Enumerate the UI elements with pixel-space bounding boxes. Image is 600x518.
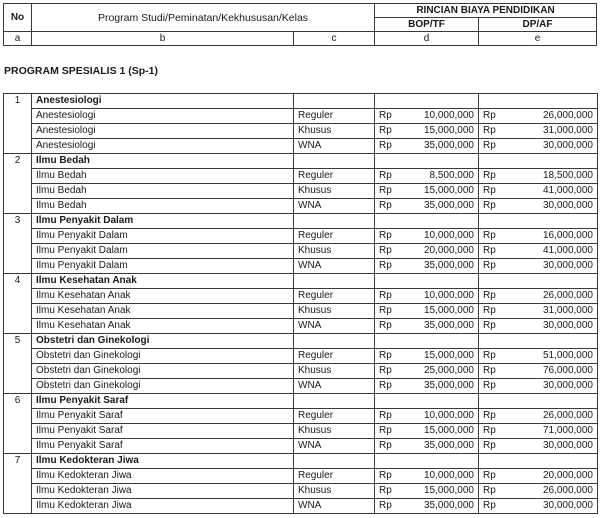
row-class: Reguler — [294, 349, 375, 364]
row-class: WNA — [294, 379, 375, 394]
empty-dp-cell — [479, 334, 598, 349]
dp-amount: 26,000,000 — [509, 289, 598, 304]
bop-currency: Rp — [375, 289, 405, 304]
bop-amount: 35,000,000 — [405, 199, 479, 214]
row-program-name: Ilmu Kesehatan Anak — [32, 319, 294, 334]
header-program: Program Studi/Peminatan/Kekhususan/Kelas — [32, 4, 375, 32]
row-class: Reguler — [294, 229, 375, 244]
dp-amount: 30,000,000 — [509, 259, 598, 274]
table-row — [4, 379, 598, 394]
row-class: Reguler — [294, 109, 375, 124]
program-name: Ilmu Bedah — [32, 154, 294, 169]
dp-currency: Rp — [479, 199, 509, 214]
dp-currency: Rp — [479, 139, 509, 154]
dp-amount: 26,000,000 — [509, 109, 598, 124]
row-class: Reguler — [294, 409, 375, 424]
dp-currency: Rp — [479, 304, 509, 319]
row-program-name: Ilmu Bedah — [32, 199, 294, 214]
table-row — [4, 259, 598, 274]
empty-class-cell — [294, 454, 375, 469]
header-col-c: c — [294, 32, 375, 46]
bop-amount: 10,000,000 — [405, 229, 479, 244]
row-program-name: Ilmu Kedokteran Jiwa — [32, 484, 294, 499]
header-col-d: d — [375, 32, 479, 46]
row-program-name: Ilmu Penyakit Saraf — [32, 439, 294, 454]
row-class: WNA — [294, 439, 375, 454]
empty-bop-cell — [375, 274, 479, 289]
empty-class-cell — [294, 274, 375, 289]
program-number: 7 — [4, 454, 32, 514]
row-program-name: Ilmu Penyakit Dalam — [32, 244, 294, 259]
dp-currency: Rp — [479, 469, 509, 484]
program-number: 6 — [4, 394, 32, 454]
header-no: No — [4, 4, 32, 32]
table-row — [4, 409, 598, 424]
empty-class-cell — [294, 394, 375, 409]
row-program-name: Ilmu Penyakit Saraf — [32, 409, 294, 424]
empty-dp-cell — [479, 94, 598, 109]
dp-currency: Rp — [479, 424, 509, 439]
bop-currency: Rp — [375, 484, 405, 499]
dp-amount: 41,000,000 — [509, 244, 598, 259]
bop-amount: 8,500,000 — [405, 169, 479, 184]
bop-currency: Rp — [375, 424, 405, 439]
bop-currency: Rp — [375, 349, 405, 364]
bop-amount: 35,000,000 — [405, 379, 479, 394]
bop-currency: Rp — [375, 139, 405, 154]
fee-table — [3, 93, 598, 514]
row-class: WNA — [294, 319, 375, 334]
row-program-name: Anestesiologi — [32, 124, 294, 139]
table-row — [4, 199, 598, 214]
dp-currency: Rp — [479, 259, 509, 274]
bop-currency: Rp — [375, 229, 405, 244]
row-class: Khusus — [294, 484, 375, 499]
bop-amount: 20,000,000 — [405, 244, 479, 259]
dp-amount: 71,000,000 — [509, 424, 598, 439]
dp-amount: 30,000,000 — [509, 199, 598, 214]
table-row — [4, 109, 598, 124]
header-rincian: RINCIAN BIAYA PENDIDIKAN — [375, 4, 597, 18]
empty-dp-cell — [479, 154, 598, 169]
dp-amount: 30,000,000 — [509, 139, 598, 154]
dp-amount: 30,000,000 — [509, 439, 598, 454]
program-group-row — [4, 214, 598, 229]
bop-currency: Rp — [375, 244, 405, 259]
row-class: WNA — [294, 139, 375, 154]
table-row — [4, 244, 598, 259]
bop-currency: Rp — [375, 319, 405, 334]
bop-currency: Rp — [375, 184, 405, 199]
program-group-row — [4, 454, 598, 469]
bop-amount: 15,000,000 — [405, 124, 479, 139]
dp-currency: Rp — [479, 319, 509, 334]
row-class: Reguler — [294, 289, 375, 304]
dp-amount: 20,000,000 — [509, 469, 598, 484]
program-name: Obstetri dan Ginekologi — [32, 334, 294, 349]
bop-amount: 35,000,000 — [405, 499, 479, 514]
bop-currency: Rp — [375, 304, 405, 319]
table-row — [4, 304, 598, 319]
bop-amount: 10,000,000 — [405, 469, 479, 484]
row-class: Reguler — [294, 469, 375, 484]
row-program-name: Obstetri dan Ginekologi — [32, 349, 294, 364]
dp-amount: 30,000,000 — [509, 499, 598, 514]
row-class: WNA — [294, 199, 375, 214]
dp-amount: 30,000,000 — [509, 379, 598, 394]
dp-amount: 41,000,000 — [509, 184, 598, 199]
row-program-name: Ilmu Kesehatan Anak — [32, 304, 294, 319]
dp-currency: Rp — [479, 349, 509, 364]
empty-bop-cell — [375, 454, 479, 469]
program-number: 3 — [4, 214, 32, 274]
bop-amount: 10,000,000 — [405, 409, 479, 424]
empty-class-cell — [294, 94, 375, 109]
bop-currency: Rp — [375, 259, 405, 274]
empty-bop-cell — [375, 334, 479, 349]
table-row — [4, 124, 598, 139]
empty-class-cell — [294, 214, 375, 229]
row-program-name: Ilmu Penyakit Dalam — [32, 259, 294, 274]
table-row — [4, 319, 598, 334]
table-row — [4, 289, 598, 304]
dp-amount: 31,000,000 — [509, 304, 598, 319]
row-class: Khusus — [294, 244, 375, 259]
row-class: Khusus — [294, 424, 375, 439]
empty-class-cell — [294, 334, 375, 349]
bop-currency: Rp — [375, 199, 405, 214]
bop-currency: Rp — [375, 469, 405, 484]
dp-currency: Rp — [479, 289, 509, 304]
empty-bop-cell — [375, 394, 479, 409]
empty-bop-cell — [375, 94, 479, 109]
bop-amount: 15,000,000 — [405, 184, 479, 199]
dp-currency: Rp — [479, 109, 509, 124]
table-row — [4, 184, 598, 199]
row-program-name: Obstetri dan Ginekologi — [32, 379, 294, 394]
program-number: 1 — [4, 94, 32, 154]
dp-currency: Rp — [479, 244, 509, 259]
program-group-row — [4, 154, 598, 169]
row-program-name: Obstetri dan Ginekologi — [32, 364, 294, 379]
bop-currency: Rp — [375, 169, 405, 184]
table-row — [4, 349, 598, 364]
program-group-row — [4, 94, 598, 109]
bop-amount: 15,000,000 — [405, 304, 479, 319]
dp-currency: Rp — [479, 379, 509, 394]
bop-amount: 15,000,000 — [405, 424, 479, 439]
empty-bop-cell — [375, 214, 479, 229]
header-col-a: a — [4, 32, 32, 46]
empty-dp-cell — [479, 454, 598, 469]
table-row — [4, 484, 598, 499]
row-program-name: Ilmu Penyakit Saraf — [32, 424, 294, 439]
program-number: 5 — [4, 334, 32, 394]
program-group-row — [4, 334, 598, 349]
row-class: Reguler — [294, 169, 375, 184]
table-row — [4, 364, 598, 379]
program-name: Anestesiologi — [32, 94, 294, 109]
row-program-name: Ilmu Kesehatan Anak — [32, 289, 294, 304]
header-col-e: e — [479, 32, 597, 46]
row-program-name: Ilmu Kedokteran Jiwa — [32, 499, 294, 514]
header-table — [3, 3, 597, 46]
dp-currency: Rp — [479, 124, 509, 139]
program-group-row — [4, 274, 598, 289]
row-program-name: Ilmu Bedah — [32, 169, 294, 184]
program-name: Ilmu Kesehatan Anak — [32, 274, 294, 289]
program-name: Ilmu Penyakit Dalam — [32, 214, 294, 229]
table-row — [4, 139, 598, 154]
row-class: WNA — [294, 259, 375, 274]
header-dp: DP/AF — [479, 18, 597, 32]
dp-currency: Rp — [479, 409, 509, 424]
row-class: Khusus — [294, 184, 375, 199]
row-program-name: Anestesiologi — [32, 109, 294, 124]
dp-amount: 16,000,000 — [509, 229, 598, 244]
table-row — [4, 424, 598, 439]
dp-currency: Rp — [479, 484, 509, 499]
empty-bop-cell — [375, 154, 479, 169]
table-row — [4, 499, 598, 514]
bop-currency: Rp — [375, 109, 405, 124]
bop-currency: Rp — [375, 379, 405, 394]
empty-dp-cell — [479, 274, 598, 289]
empty-class-cell — [294, 154, 375, 169]
row-class: WNA — [294, 499, 375, 514]
bop-amount: 35,000,000 — [405, 139, 479, 154]
dp-currency: Rp — [479, 229, 509, 244]
dp-currency: Rp — [479, 499, 509, 514]
row-program-name: Anestesiologi — [32, 139, 294, 154]
bop-currency: Rp — [375, 439, 405, 454]
bop-amount: 10,000,000 — [405, 289, 479, 304]
empty-dp-cell — [479, 214, 598, 229]
row-class: Khusus — [294, 304, 375, 319]
dp-amount: 18,500,000 — [509, 169, 598, 184]
row-class: Khusus — [294, 124, 375, 139]
program-group-row — [4, 394, 598, 409]
program-name: Ilmu Penyakit Saraf — [32, 394, 294, 409]
dp-amount: 30,000,000 — [509, 319, 598, 334]
header-col-b: b — [32, 32, 294, 46]
program-name: Ilmu Kedokteran Jiwa — [32, 454, 294, 469]
table-row — [4, 469, 598, 484]
dp-currency: Rp — [479, 184, 509, 199]
bop-amount: 15,000,000 — [405, 349, 479, 364]
bop-amount: 25,000,000 — [405, 364, 479, 379]
row-class: Khusus — [294, 364, 375, 379]
bop-amount: 10,000,000 — [405, 109, 479, 124]
table-row — [4, 439, 598, 454]
dp-amount: 51,000,000 — [509, 349, 598, 364]
dp-currency: Rp — [479, 364, 509, 379]
bop-currency: Rp — [375, 409, 405, 424]
bop-currency: Rp — [375, 499, 405, 514]
dp-amount: 26,000,000 — [509, 409, 598, 424]
bop-amount: 35,000,000 — [405, 319, 479, 334]
table-row — [4, 169, 598, 184]
dp-amount: 26,000,000 — [509, 484, 598, 499]
bop-amount: 35,000,000 — [405, 259, 479, 274]
program-number: 4 — [4, 274, 32, 334]
bop-currency: Rp — [375, 124, 405, 139]
bop-amount: 35,000,000 — [405, 439, 479, 454]
section-title: PROGRAM SPESIALIS 1 (Sp-1) — [4, 65, 159, 77]
table-row — [4, 229, 598, 244]
dp-amount: 76,000,000 — [509, 364, 598, 379]
dp-currency: Rp — [479, 169, 509, 184]
bop-amount: 15,000,000 — [405, 484, 479, 499]
row-program-name: Ilmu Penyakit Dalam — [32, 229, 294, 244]
header-bop: BOP/TF — [375, 18, 479, 32]
dp-currency: Rp — [479, 439, 509, 454]
program-number: 2 — [4, 154, 32, 214]
row-program-name: Ilmu Bedah — [32, 184, 294, 199]
row-program-name: Ilmu Kedokteran Jiwa — [32, 469, 294, 484]
dp-amount: 31,000,000 — [509, 124, 598, 139]
empty-dp-cell — [479, 394, 598, 409]
bop-currency: Rp — [375, 364, 405, 379]
